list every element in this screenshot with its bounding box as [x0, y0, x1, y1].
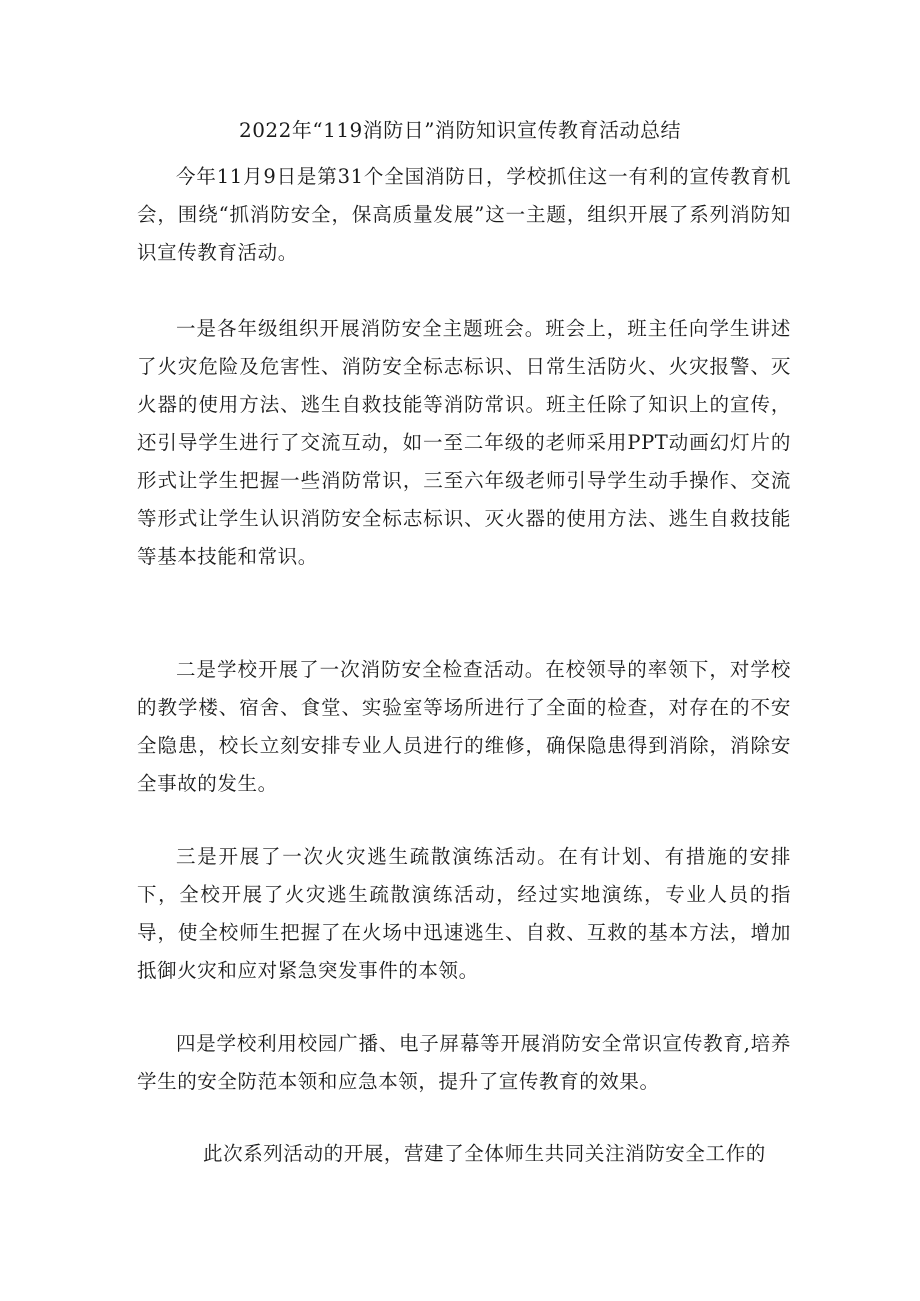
paragraph-intro: 今年11月9日是第31个全国消防日，学校抓住这一有利的宣传教育机会，围绕“抓消防安全，保高质量发展”这一主题，组织开展了系列消防知识宣传教育活动。 [137, 165, 791, 264]
paragraph-evacuation-drill: 三是开展了一次火灾逃生疏散演练活动。在有计划、有措施的安排下，全校开展了火灾逃生疏散演练活动，经过实地演练，专业人员的指导，使全校师生把握了在火场中迅速逃生、自救、互救的基本方法，增加抵御火灾和应对紧急突发事件的本领。 [137, 845, 791, 982]
paragraph-campus-broadcast: 四是学校利用校园广播、电子屏幕等开展消防安全常识宣传教育,培养学生的安全防范本领和应急本领，提升了宣传教育的效果。 [137, 1032, 791, 1093]
paragraph-theme-class-meeting: 一是各年级组织开展消防安全主题班会。班会上，班主任向学生讲述了火灾危险及危害性、消防安全标志标识、日常生活防火、火灾报警、灭火器的使用方法、逃生自救技能等消防常识。班主任除了知识上的宣传，还引导学生进行了交流互动，如一至二年级的老师采用PPT动画幻灯片的形式让学生把握一些消防常识，三至六年级老师引导学生动手操作、交流等形式让学生认识消防安全标志标识、灭火器的使用方法、逃生自救技能等基本技能和常识。 [137, 317, 791, 568]
paragraph-safety-inspection: 二是学校开展了一次消防安全检查活动。在校领导的率领下，对学校的教学楼、宿舍、食堂、实验室等场所进行了全面的检查，对存在的不安全隐患，校长立刻安排专业人员进行的维修，确保隐患得到消除，消除安全事故的发生。 [137, 658, 791, 795]
paragraph-conclusion: 此次系列活动的开展，营建了全体师生共同关注消防安全工作的 [203, 1142, 766, 1165]
document-title: 2022年“119消防日”消防知识宣传教育活动总结 [238, 118, 682, 142]
